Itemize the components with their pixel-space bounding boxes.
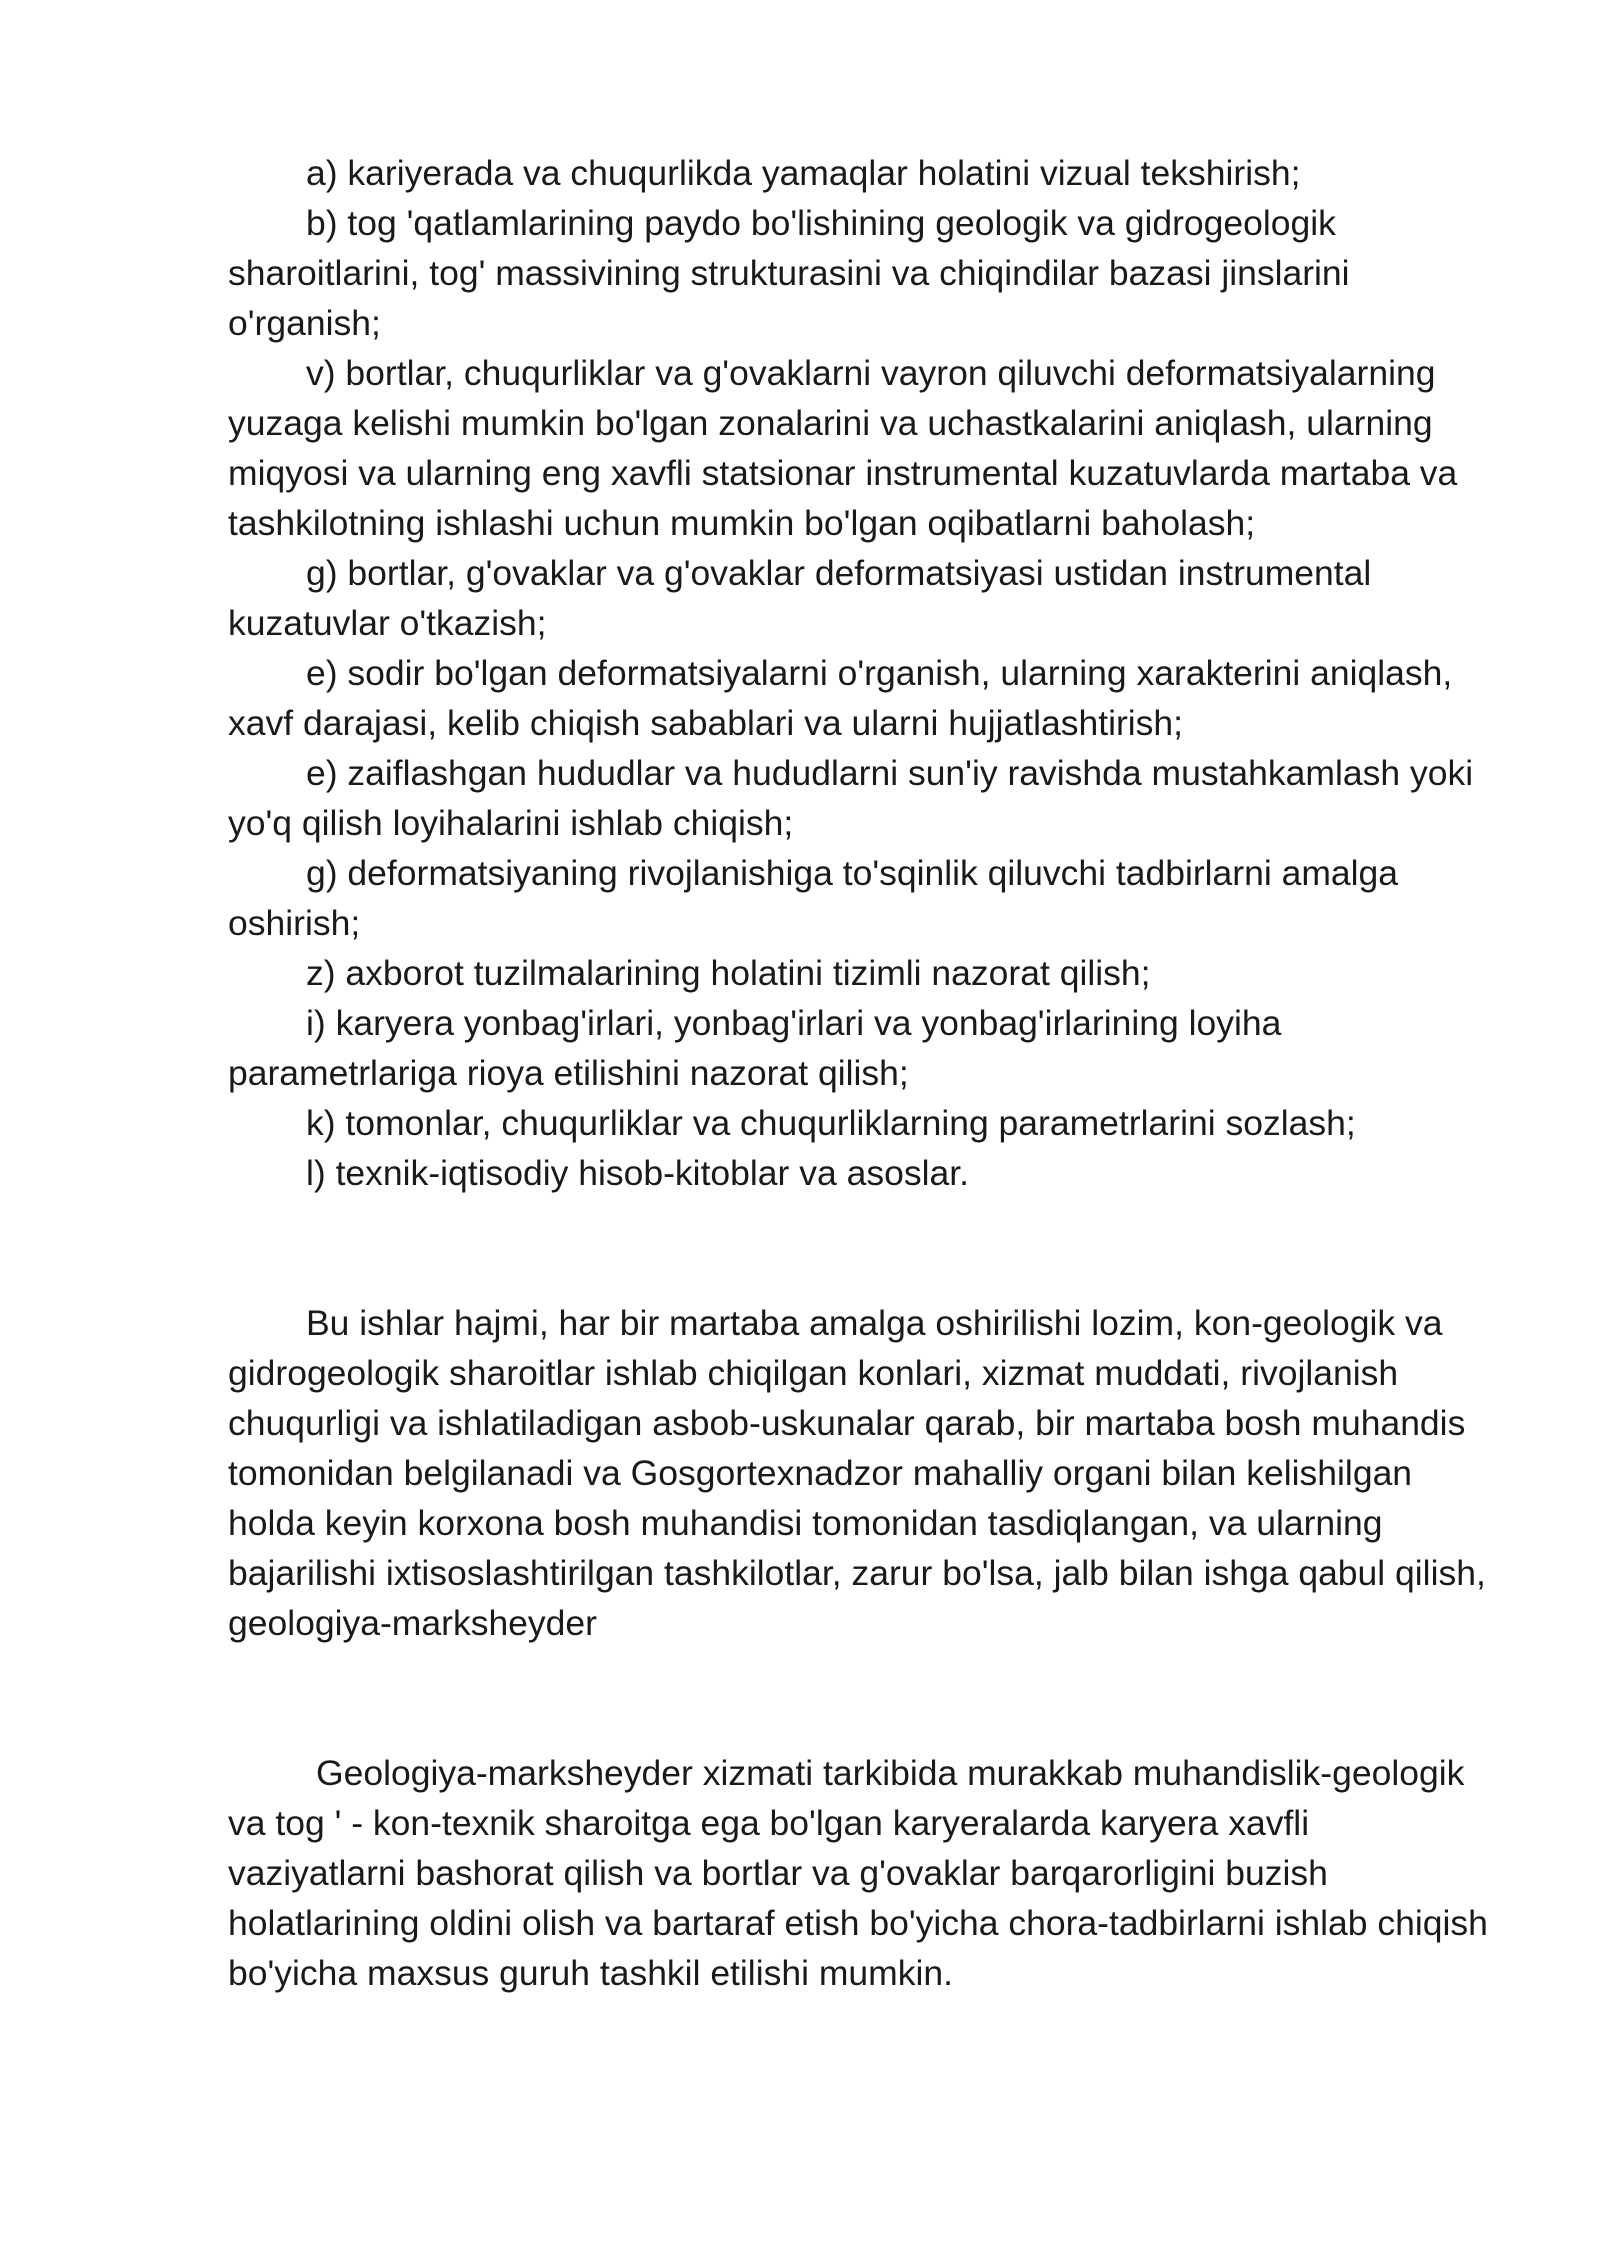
- body-paragraph-2: Geologiya-marksheyder xizmati tarkibida murakkab muhandislik-geologik va tog ' - kon-texnik sharoitga ega bo'lgan karyeralarda karyera xavfli vaziyatlarni bashorat qilish va bortlar va g'ovaklar barqarorligini buzish holatlarining oldini olish va bartaraf etish bo'yicha chora-tadbirlarni ishlab chiqish bo'yicha maxsus guruh tashkil etilishi mumkin.: [228, 1753, 1488, 1993]
- list-item-k: k) tomonlar, chuqurliklar va chuqurliklarning parametrlarini sozlash;: [306, 1103, 1356, 1143]
- body-paragraph-1: Bu ishlar hajmi, har bir martaba amalga oshirilishi lozim, kon-geologik va gidrogeologik sharoitlar ishlab chiqilgan konlari, xizmat muddati, rivojlanish chuqurligi va ishlatiladigan asbob-uskunalar qarab, bir martaba bosh muhandis tomonidan belgilanadi va Gosgortexnadzor mahalliy organi bilan kelishilgan holda keyin korxona bosh muhandisi tomonidan tasdiqlangan, va ularning bajarilishi ixtisoslashtirilgan tashkilotlar, zarur bo'lsa, jalb bilan ishga qabul qilish, geologiya-marksheyder: [228, 1303, 1486, 1643]
- spacer: [228, 1198, 1488, 1298]
- list-item-e1: e) sodir bo'lgan deformatsiyalarni o'rganish, ularning xarakterini aniqlash, xavf darajasi, kelib chiqish sabablari va ularni hujjatlashtirish;: [228, 653, 1453, 743]
- list-item-e2: e) zaiflashgan hududlar va hududlarni sun'iy ravishda mustahkamlash yoki yo'q qilish loyihalarini ishlab chiqish;: [228, 753, 1474, 843]
- list-item-g2: g) deformatsiyaning rivojlanishiga to'sqinlik qiluvchi tadbirlarni amalga oshirish;: [228, 853, 1399, 943]
- list-item-i: i) karyera yonbag'irlari, yonbag'irlari va yonbag'irlarining loyiha parametrlariga rioya etilishini nazorat qilish;: [228, 1003, 1282, 1093]
- list-item-g: g) bortlar, g'ovaklar va g'ovaklar deformatsiyasi ustidan instrumental kuzatuvlar o'tkazish;: [228, 553, 1372, 643]
- list-item-z: z) axborot tuzilmalarining holatini tizimli nazorat qilish;: [306, 953, 1151, 993]
- list-item-l: l) texnik-iqtisodiy hisob-kitoblar va asoslar.: [306, 1153, 969, 1193]
- list-item-a: a) kariyerada va chuqurlikda yamaqlar holatini vizual tekshirish;: [306, 153, 1301, 193]
- document-page: [228, 148, 1488, 1998]
- list-item-v: v) bortlar, chuqurliklar va g'ovaklarni vayron qiluvchi deformatsiyalarning yuzaga kelishi mumkin bo'lgan zonalarini va uchastkalarini aniqlash, ularning miqyosi va ularning eng xavfli statsionar instrumental kuzatuvlarda martaba va tashkilotning ishlashi uchun mumkin bo'lgan oqibatlarni baholash;: [228, 353, 1458, 543]
- list-item-b: b) tog 'qatlamlarining paydo bo'lishining geologik va gidrogeologik sharoitlarini, tog' massivining strukturasini va chiqindilar bazasi jinslarini o'rganish;: [228, 203, 1350, 343]
- task-list: [228, 148, 1488, 1198]
- spacer: [228, 1648, 1488, 1748]
